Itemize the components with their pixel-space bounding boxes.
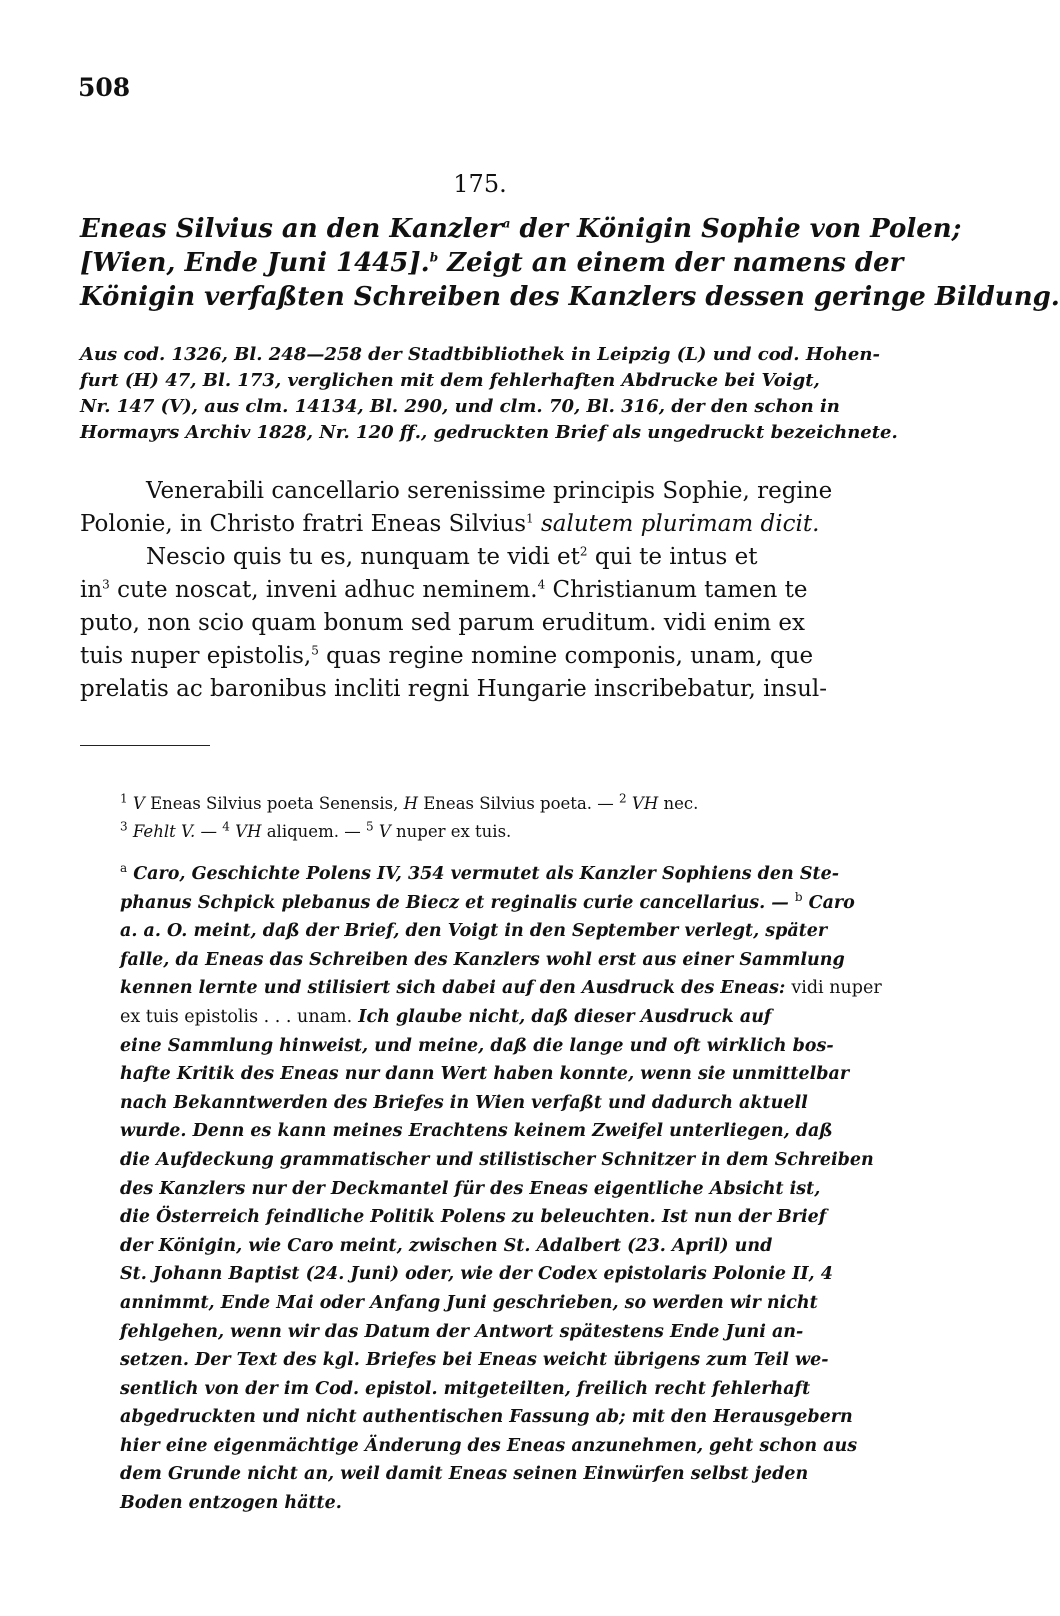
commentary-line: dem Grunde nicht an, weil damit Eneas seinen Einwürfen selbst jeden (120, 1464, 809, 1485)
commentary-line: des Kanzlers nur der Deckmantel für des Eneas eigentliche Absicht ist, (120, 1178, 821, 1199)
footnote-marker-b: b (429, 250, 439, 265)
commentary-line: die Österreich feindliche Politik Polens zu beleuchten. Ist nun der Brief (120, 1207, 827, 1228)
commentary-line: $^a$ Caro, Geschichte Polens IV, 354 vermutet als Kanzler Sophiens den Ste- (120, 861, 839, 884)
letter-line: Nescio quis tu es, nunquam te vidi $et^2$ qui te intus et (146, 544, 758, 570)
commentary-line: nach Bekanntwerden des Briefes in Wien verfaßt und dadurch aktuell (120, 1092, 808, 1113)
heading-line-2: [Wien, Ende Juni 1445].$^b$ Zeigt an einem der namens der (80, 248, 904, 278)
commentary-line: phanus Schpick plebanus de Biecz et reginalis curie cancellarius. — $^b$ Caro (120, 889, 855, 913)
commentary-line: sentlich von der im Cod. epistol. mitgeteilten, freilich recht fehlerhaft (120, 1378, 811, 1399)
address-line: Venerabili cancellario serenissime principis Sophie, regine (146, 478, 833, 504)
commentary-line: wurde. Denn es kann meines Erachtens keinem Zweifel unterliegen, daß (120, 1121, 833, 1142)
commentary-line: hafte Kritik des Eneas nur dann Wert haben konnte, wenn sie unmittelbar (120, 1064, 850, 1085)
heading-line-3: Königin verfaßten Schreiben des Kanzlers dessen geringe Bildung. (80, 282, 1060, 312)
document-number: 175. (453, 170, 507, 198)
letter-heading (80, 212, 1060, 314)
letter-line: tuis nuper epistolis,$^5$ quas regine nomine componis, unam, que (80, 643, 814, 669)
letter-line: prelatis ac baronibus incliti regni Hungarie inscribebatur, insul- (80, 676, 828, 702)
commentary-line: falle, da Eneas das Schreiben des Kanzlers wohl erst aus einer Sammlung (120, 949, 845, 970)
commentary-line: annimmt, Ende Mai oder Anfang Juni geschrieben, so werden wir nicht (120, 1292, 818, 1313)
variant-line: $^1$ V Eneas Silvius poeta Senensis, H Eneas Silvius poeta. — $^2$ VH nec. (120, 791, 699, 813)
footnote-marker-a: a (502, 216, 511, 231)
footnote-divider (80, 745, 210, 746)
commentary-line: hier eine eigenmächtige Änderung des Eneas anzunehmen, geht schon aus (120, 1435, 858, 1456)
commentary-line: eine Sammlung hinweist, und meine, daß die lange und oft wirklich bos- (120, 1035, 834, 1056)
commentary-line: abgedruckten und nicht authentischen Fassung ab; mit den Herausgebern (120, 1407, 853, 1428)
commentary-line: Boden entzogen hätte. (120, 1493, 342, 1514)
source-note (80, 342, 898, 446)
source-line: Hormayrs Archiv 1828, Nr. 120 ff., gedruckten Brief als ungedruckt bezeichnete. (80, 422, 898, 443)
commentary-line: fehlgehen, wenn wir das Datum der Antwort spätestens Ende Juni an- (120, 1321, 804, 1342)
commentary-line: der Königin, wie Caro meint, zwischen St. Adalbert (23. April) und (120, 1235, 773, 1256)
commentary-line: a. a. O. meint, daß der Brief, den Voigt in den September verlegt, später (120, 921, 828, 942)
letter-line: $in^3$ cute noscat, inveni adhuc neminem.$^4$ Christianum tamen te (80, 577, 808, 603)
source-line: furt (H) 47, Bl. 173, verglichen mit dem fehlerhaften Abdrucke bei Voigt, (80, 370, 820, 391)
variant-notes (120, 790, 860, 846)
commentary-notes (120, 860, 882, 1518)
letter-line: puto, non scio quam bonum sed parum eruditum. vidi enim ex (80, 610, 805, 636)
source-line: Nr. 147 (V), aus clm. 14134, Bl. 290, und clm. 70, Bl. 316, der den schon in (80, 396, 840, 417)
variant-line: $^3$ Fehlt V. — $^4$ VH aliquem. — $^5$ V nuper ex tuis. (120, 819, 512, 841)
commentary-line: setzen. Der Text des kgl. Briefes bei Eneas weicht übrigens zum Teil we- (120, 1350, 829, 1371)
page-number: 508 (78, 73, 131, 102)
heading-line-1: Eneas Silvius an den Kanzler$^a$ der Königin Sophie von Polen; (80, 214, 962, 244)
commentary-line: kennen lernte und stilisiert sich dabei auf den Ausdruck des Eneas: vidi nuper (120, 978, 882, 999)
commentary-line: die Aufdeckung grammatischer und stilistischer Schnitzer in dem Schreiben (120, 1149, 874, 1170)
address-line: Polonie, in Christo fratri Eneas Silvius$^1$ salutem plurimam dicit. (80, 511, 820, 537)
letter-text (80, 475, 865, 706)
commentary-line: ex tuis epistolis . . . unam. Ich glaube nicht, daß dieser Ausdruck auf (120, 1006, 772, 1027)
commentary-line: St. Johann Baptist (24. Juni) oder, wie der Codex epistolaris Polonie II, 4 (120, 1264, 833, 1285)
source-line: Aus cod. 1326, Bl. 248—258 der Stadtbibliothek in Leipzig (L) und cod. Hohen- (80, 344, 880, 365)
